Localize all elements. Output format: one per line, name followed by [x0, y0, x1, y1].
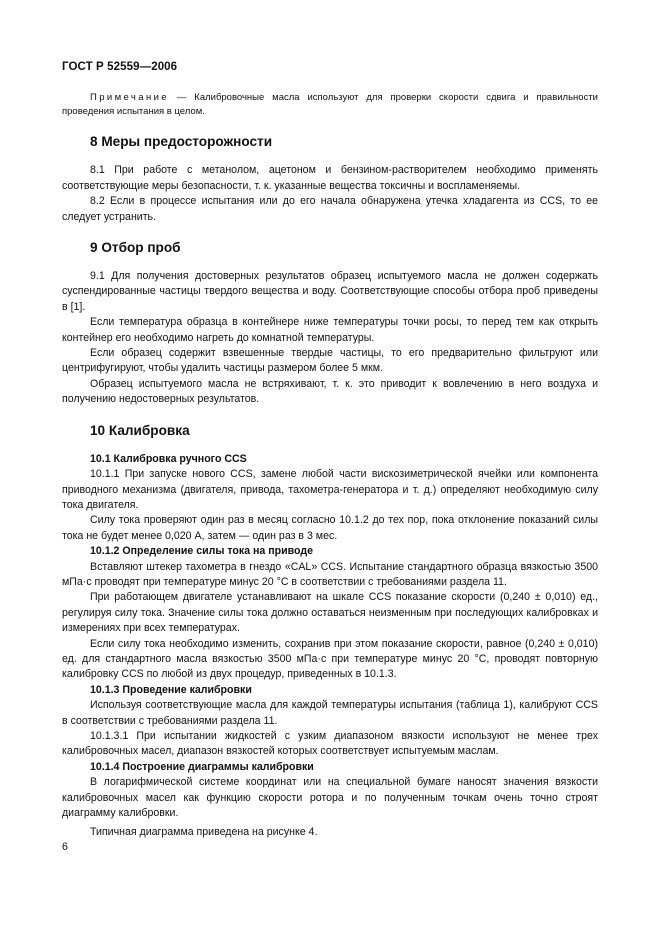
paragraph-9-2: Если температура образца в контейнере ниже температуры точки росы, то перед тем как открыть контейнер его необходимо нагреть до комнатной температуры. [62, 316, 598, 344]
note-label: Примечание [90, 92, 169, 103]
paragraph-10-1-3-1: 10.1.3.1 При испытании жидкостей с узким диапазоном вязкости используют не менее трех калибровочных масел, диапазон вязкостей которых соответствует испытуемым маслам. [62, 730, 598, 758]
paragraph-10-1-1-b: Силу тока проверяют один раз в месяц согласно 10.1.2 до тех пор, пока отклонение показаний силы тока не будет менее 0,020 А, затем — один раз в 3 мес. [62, 514, 598, 542]
standard-designation: ГОСТ Р 52559—2006 [62, 61, 178, 73]
note-text: — Калибровочные масла используют для проверки скорости сдвига и правильности проведения испытания в целом. [62, 92, 598, 118]
paragraph-10-1-4-b: Типичная диаграмма приведена на рисунке 4. [90, 826, 318, 839]
paragraph-8-2: 8.2 Если в процессе испытания или до его начала обнаружена утечка хладагента из CCS, то ее следует устранить. [62, 195, 598, 223]
document-body [62, 91, 598, 841]
paragraph-10-1-4-a: В логарифмической системе координат или на специальной бумаге наносят значения вязкости калибровочных масел как функцию скорости ротора и по полученным точкам очень точно строят диаграмму калибровки. [62, 776, 598, 820]
note-paragraph [62, 91, 598, 119]
paragraph-10-1-2-b: При работающем двигателе устанавливают на шкале CCS показание скорости (0,240 ± 0,010) ед., регулируя силу тока. Значение силы тока должно оставаться неизменным при последующих калибровках и измерениях при всех температурах. [62, 591, 598, 635]
paragraph-10-1-2-a: Вставляют штекер тахометра в гнездо «CAL» CCS. Испытание стандартного образца вязкостью 3500 мПа·с проводят при температуре минус 20 °С в соответствии с требованиями раздела 11. [62, 560, 598, 588]
subsection-10-1-3-heading: 10.1.3 Проведение калибровки [90, 683, 252, 696]
page-number: 6 [62, 841, 68, 853]
subsection-10-1-4-heading: 10.1.4 Построение диаграммы калибровки [90, 760, 314, 773]
paragraph-10-1-3-a: Используя соответствующие масла для каждой температуры испытания (таблица 1), калибруют CCS в соответствии с требованиями раздела 11. [62, 699, 598, 727]
section-10-heading: 10 Калибровка [90, 422, 190, 438]
section-8-heading: 8 Меры предосторожности [90, 134, 273, 150]
paragraph-10-1-1: 10.1.1 При запуске нового CCS, замене любой части вискозиметрической ячейки или компонента приводного механизма (двигателя, привода, тахометра-генератора и т. д.) определяют необходимую силу тока двигателя. [62, 468, 598, 511]
subsection-10-1-2-heading: 10.1.2 Определение силы тока на приводе [90, 545, 313, 558]
paragraph-9-3: Если образец содержит взвешенные твердые частицы, то его предварительно фильтруют или центрифугируют, чтобы удалить частицы размером более 5 мкм. [62, 347, 598, 375]
paragraph-8-1: 8.1 При работе с метанолом, ацетоном и бензином-растворителем необходимо применять соответствующие меры безопасности, т. к. указанные вещества токсичны и воспламеняемы. [62, 164, 598, 192]
paragraph-9-4: Образец испытуемого масла не встряхивают, т. к. это приводит к вовлечению в него воздуха и получению недостоверных результатов. [62, 377, 598, 406]
paragraph-9-1: 9.1 Для получения достоверных результатов образец испытуемого масла не должен содержать суспендированные частицы твердого вещества и воду. Соответствующие способы отбора проб приведены в [1]. [62, 270, 598, 313]
section-9-heading: 9 Отбор проб [90, 240, 181, 256]
paragraph-10-1-2-c: Если силу тока необходимо изменить, сохранив при этом показание скорости, равное (0,240 ± 0,010) ед. для стандартного масла вязкостью 3500 мПа·с при температуре минус 20 °С, проводят повторную калибровку CCS по любой из двух процедур, приведенных в 10.1.3. [62, 637, 598, 681]
subsection-10-1-heading: 10.1 Калибровка ручного CCS [90, 452, 247, 465]
